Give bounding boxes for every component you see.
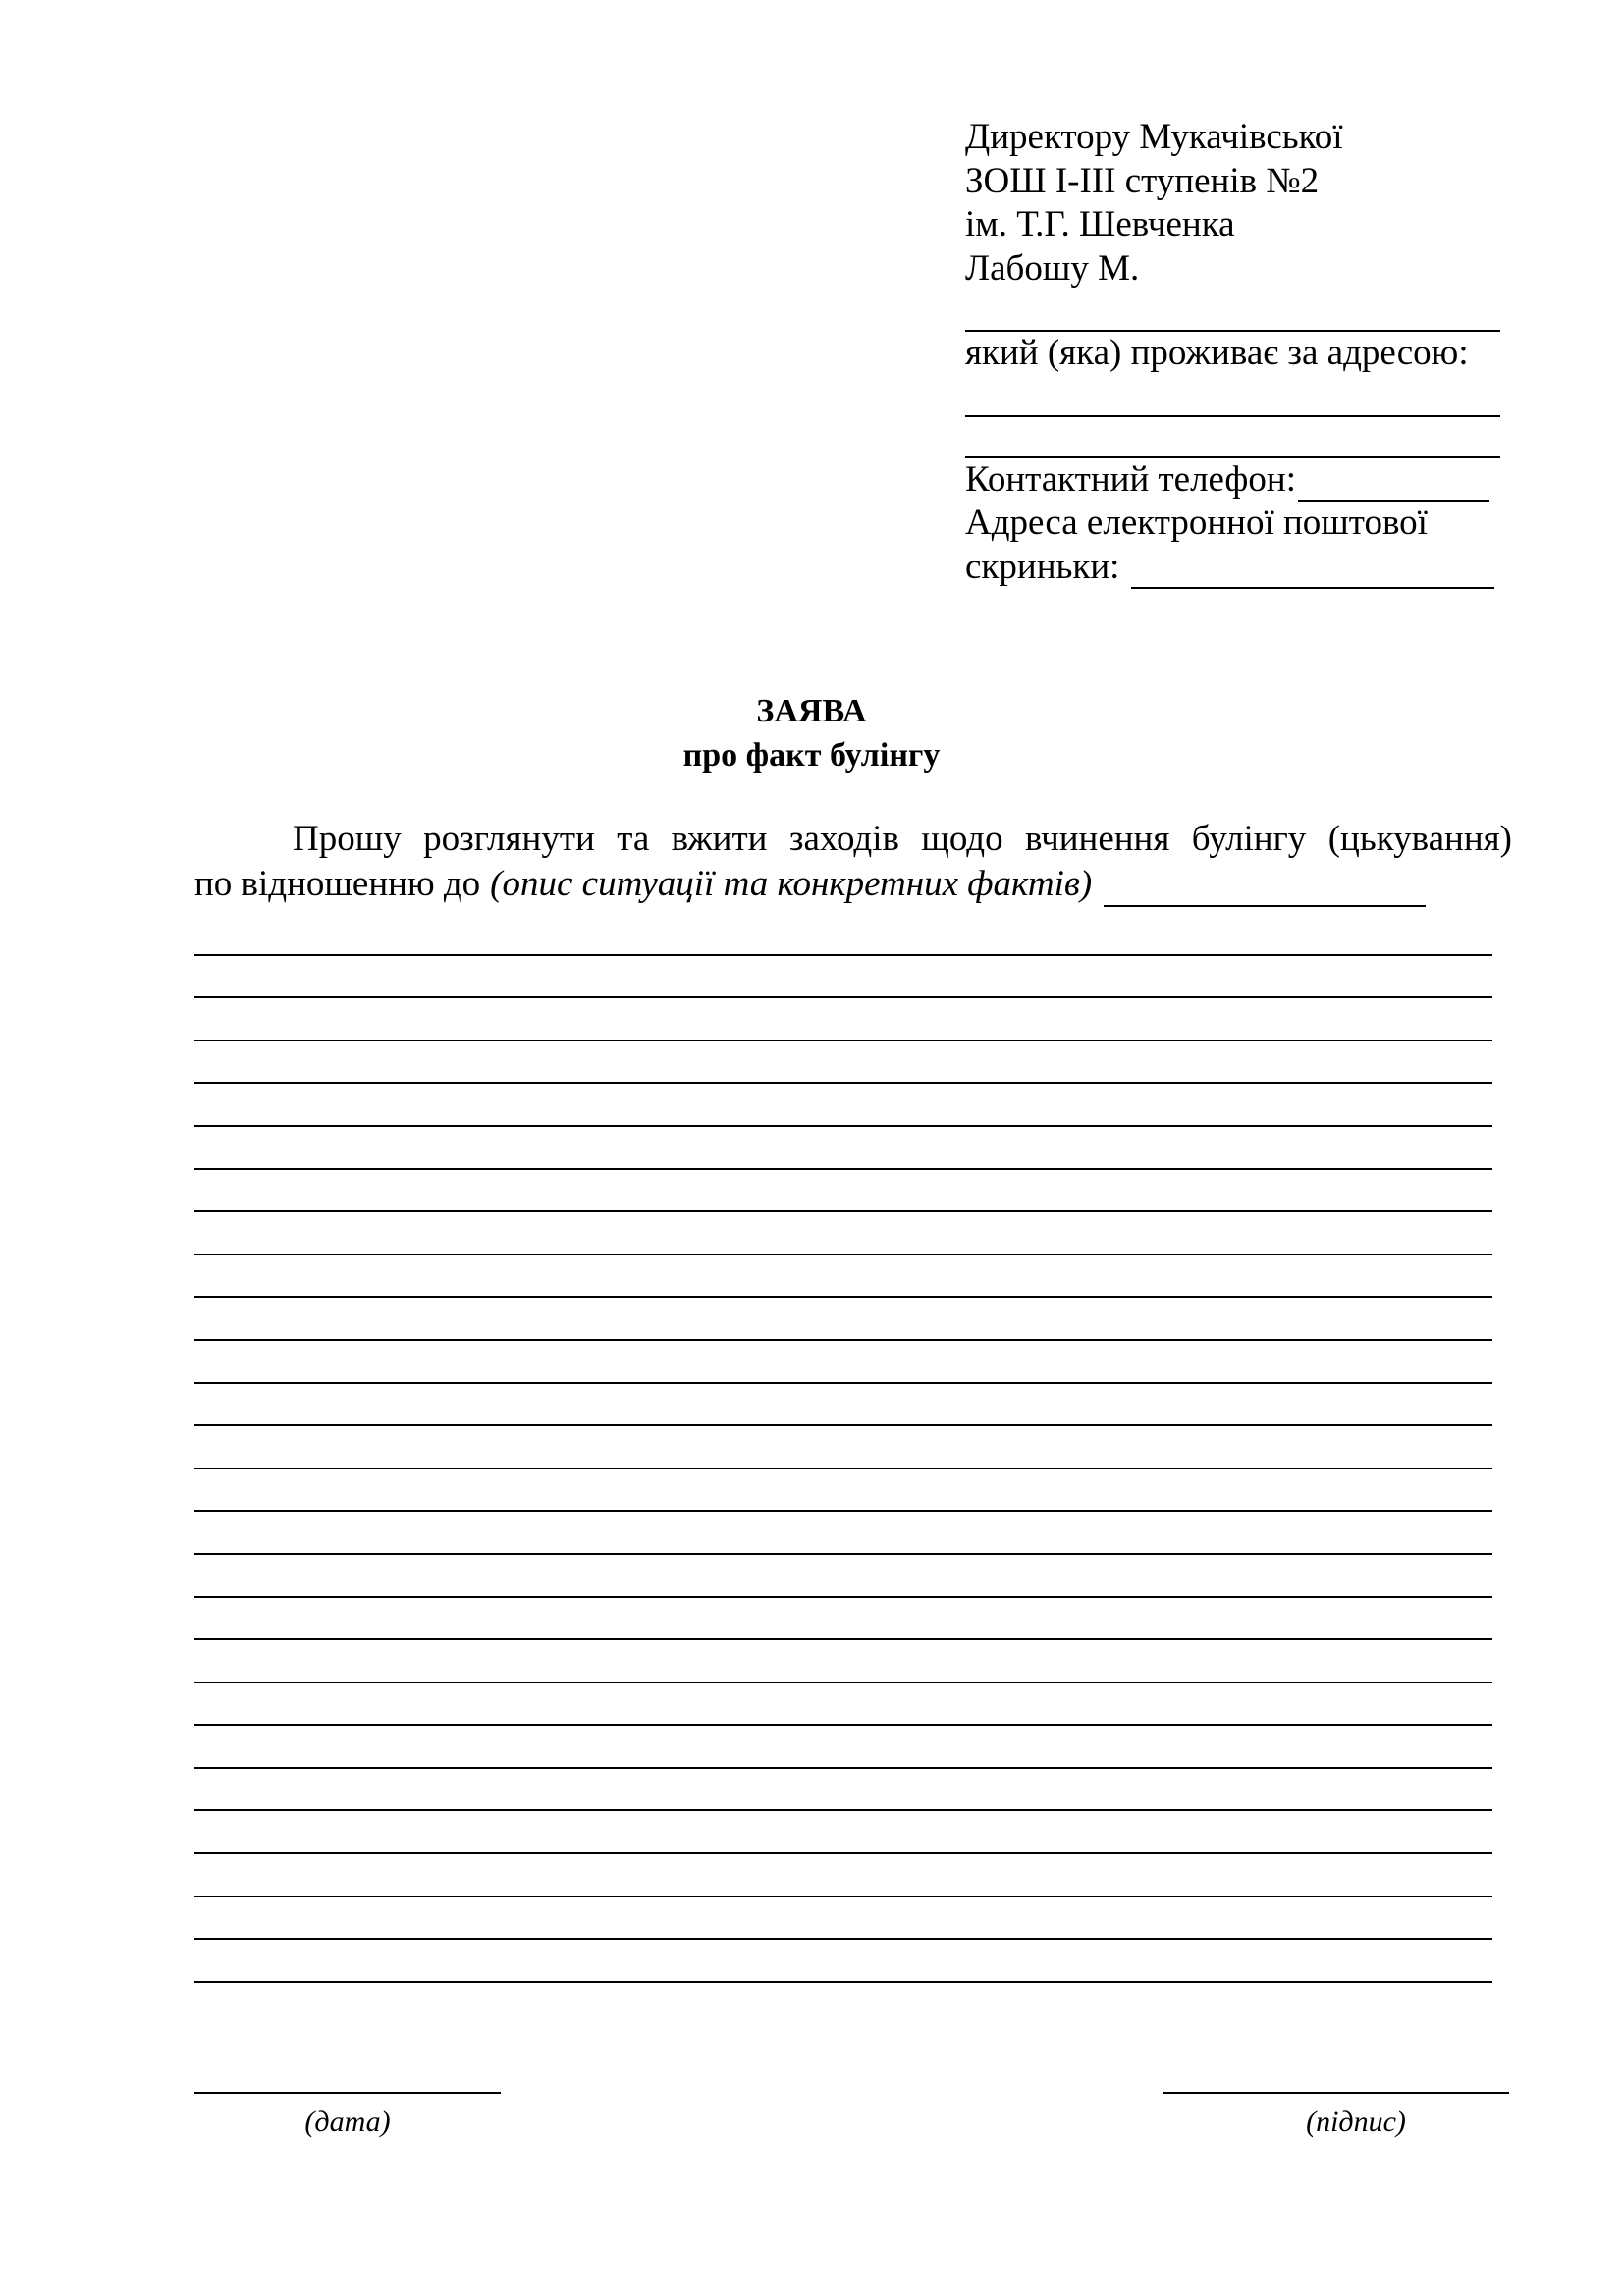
address-label: який (яка) проживає за адресою:	[965, 333, 1469, 373]
email-label-line-2: скриньки:	[965, 546, 1120, 587]
description-line[interactable]	[194, 1640, 1492, 1683]
description-line[interactable]	[194, 1940, 1492, 1983]
recipient-line-1: Директору Мукачівської	[965, 117, 1343, 157]
description-line[interactable]	[194, 1469, 1492, 1513]
title-sub: про факт булінгу	[682, 737, 941, 774]
description-line[interactable]	[194, 1769, 1492, 1812]
description-line[interactable]	[194, 1512, 1492, 1555]
signature-field[interactable]	[1163, 2090, 1509, 2094]
recipient-line-3: ім. Т.Г. Шевченка	[965, 204, 1235, 244]
description-line[interactable]	[194, 1127, 1492, 1170]
description-line[interactable]	[194, 1555, 1492, 1598]
description-line[interactable]	[194, 1255, 1492, 1299]
recipient-line-4: Лабошу М.	[965, 247, 1140, 289]
date-field[interactable]	[194, 2090, 501, 2094]
description-line[interactable]	[194, 1384, 1492, 1427]
recipient-line-2: ЗОШ І-ІІІ ступенів №2	[965, 160, 1320, 201]
address-field-1[interactable]	[965, 376, 1500, 417]
description-line[interactable]	[194, 998, 1492, 1041]
description-line[interactable]	[194, 1683, 1492, 1727]
description-lines	[194, 913, 1512, 1983]
description-hint: (опис ситуації та конкретних фактів)	[490, 864, 1093, 904]
phone-label: Контактний телефон:	[965, 458, 1296, 500]
description-field-start[interactable]	[1104, 870, 1426, 907]
description-line[interactable]	[194, 956, 1492, 999]
description-line[interactable]	[194, 1084, 1492, 1127]
description-line[interactable]	[194, 1041, 1492, 1085]
phone-row	[965, 458, 1515, 503]
description-line[interactable]	[194, 1212, 1492, 1255]
description-line[interactable]	[194, 1170, 1492, 1213]
description-line[interactable]	[194, 1298, 1492, 1341]
recipient-block	[965, 116, 1515, 589]
email-label-line-1: Адреса електронної поштової	[965, 503, 1428, 543]
phone-field[interactable]	[1298, 464, 1489, 502]
date-caption: (дата)	[304, 2106, 391, 2138]
description-line[interactable]	[194, 1811, 1492, 1854]
document-title	[0, 689, 1623, 777]
signature-caption: (підпис)	[1306, 2106, 1406, 2138]
description-line[interactable]	[194, 913, 1492, 956]
description-line[interactable]	[194, 1854, 1492, 1897]
email-row	[965, 546, 1515, 590]
applicant-name-field[interactable]	[965, 291, 1500, 332]
title-main: ЗАЯВА	[756, 693, 867, 729]
address-field-2[interactable]	[965, 417, 1500, 458]
intro-prefix: по відношенню до	[194, 864, 481, 904]
description-line[interactable]	[194, 1341, 1492, 1384]
email-field[interactable]	[1131, 552, 1494, 589]
description-line[interactable]	[194, 1897, 1492, 1941]
description-line[interactable]	[194, 1426, 1492, 1469]
description-line[interactable]	[194, 1598, 1492, 1641]
description-line[interactable]	[194, 1726, 1492, 1769]
intro-line-1: Прошу розглянути та вжити заходів щодо вчинення булінгу (цькування)	[293, 819, 1512, 859]
statement-body	[194, 817, 1512, 1983]
intro-line-2	[194, 862, 1512, 907]
